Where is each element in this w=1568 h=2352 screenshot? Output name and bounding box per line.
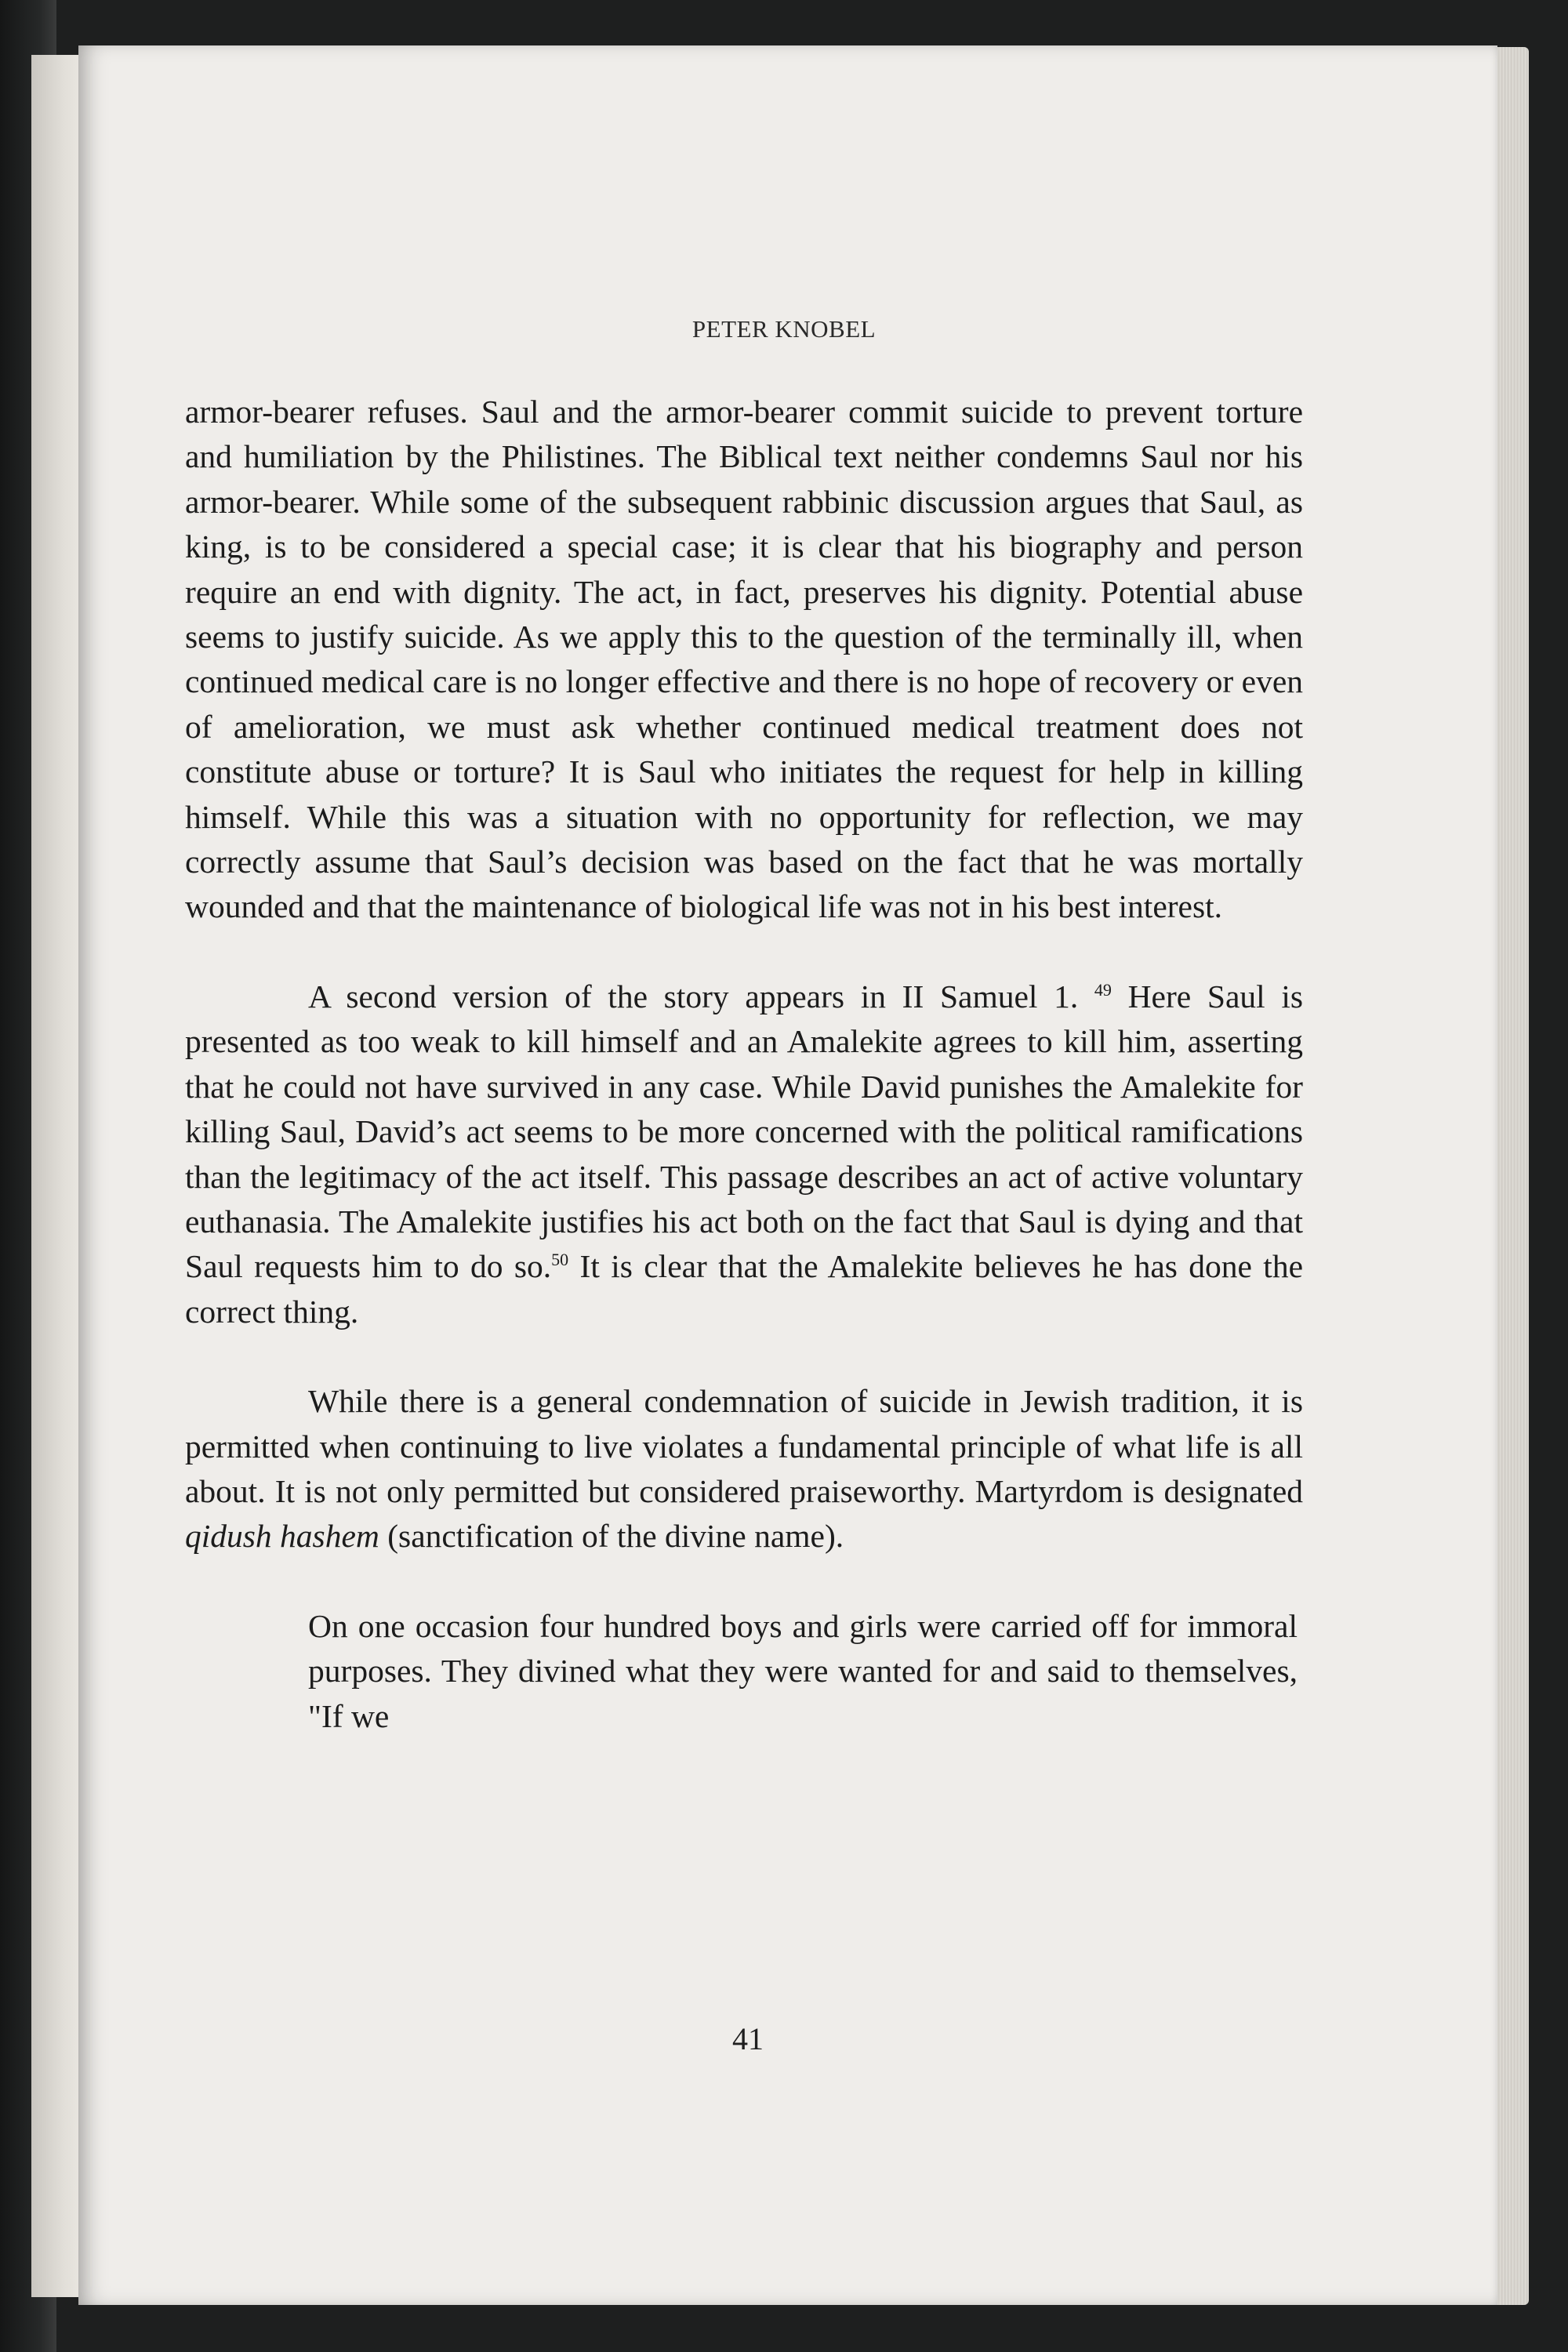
paragraph-3-text-a: While there is a general condemnation of suicide in Jewish tradition, it is permitted when continuing to live violates a fundamental principle of what life is all about. It is not only permitted but considered praiseworthy. Martyrdom is designated (185, 1383, 1303, 1509)
paragraph-2-text-a: A second version of the story appears in II Samuel 1. (308, 978, 1079, 1014)
running-head: PETER KNOBEL (691, 315, 877, 343)
footnote-ref-50: 50 (551, 1250, 569, 1270)
paragraph-2-text-b: Here Saul is presented as too weak to kill himself and an Amalekite agrees to kill him, asserting that he could not have survived in any case. While David punishes the Amalekite for killing Saul, David’s act seems to be more concerned with the political ramifications than the legitimacy of the act itself. This passage describes an act of active voluntary euthanasia. The Amalekite justifies his act both on the fact that Saul is dying and that Saul requests him to do so. (185, 978, 1304, 1285)
paragraph-3 (185, 1379, 1303, 1559)
page-number: 41 (732, 2021, 764, 2056)
paragraph-2 (185, 975, 1303, 1334)
paragraph-1: armor-bearer refuses. Saul and the armor-bearer commit suicide to prevent torture and humiliation by the Philistines. The Biblical text neither condemns Saul nor his armor-bearer. While some of the subsequent rabbinic discussion argues that Saul, as king, is to be considered a special case; it is clear that his biography and person require an end with dignity. The act, in fact, preserves his dignity. Potential abuse seems to justify suicide. As we apply this to the question of the terminally ill, when continued medical care is no longer effective and there is no hope of recovery or even of amelioration, we must ask whether continued medical treatment does not constitute abuse or torture? It is Saul who initiates the request for help in killing himself. While this was a situation with no opportunity for reflection, we may correctly assume that Saul’s decision was based on the fact that he was mortally wounded and that the maintenance of biological life was not in his best interest. (185, 394, 1303, 925)
paragraph-3-italic-term: qidush hashem (185, 1518, 379, 1555)
body-text (185, 390, 1303, 1739)
paragraph-3-text-b: (sanctification of the divine name). (379, 1518, 844, 1555)
paragraph-2-text-c: It is clear that the Amalekite believes he has done the correct thing. (185, 1248, 1303, 1330)
block-quote: On one occasion four hundred boys and girls were carried off for immoral purposes. They divined what they were wanted for and said to themselves, "If we (308, 1607, 1298, 1734)
footnote-ref-49: 49 (1094, 980, 1112, 1000)
